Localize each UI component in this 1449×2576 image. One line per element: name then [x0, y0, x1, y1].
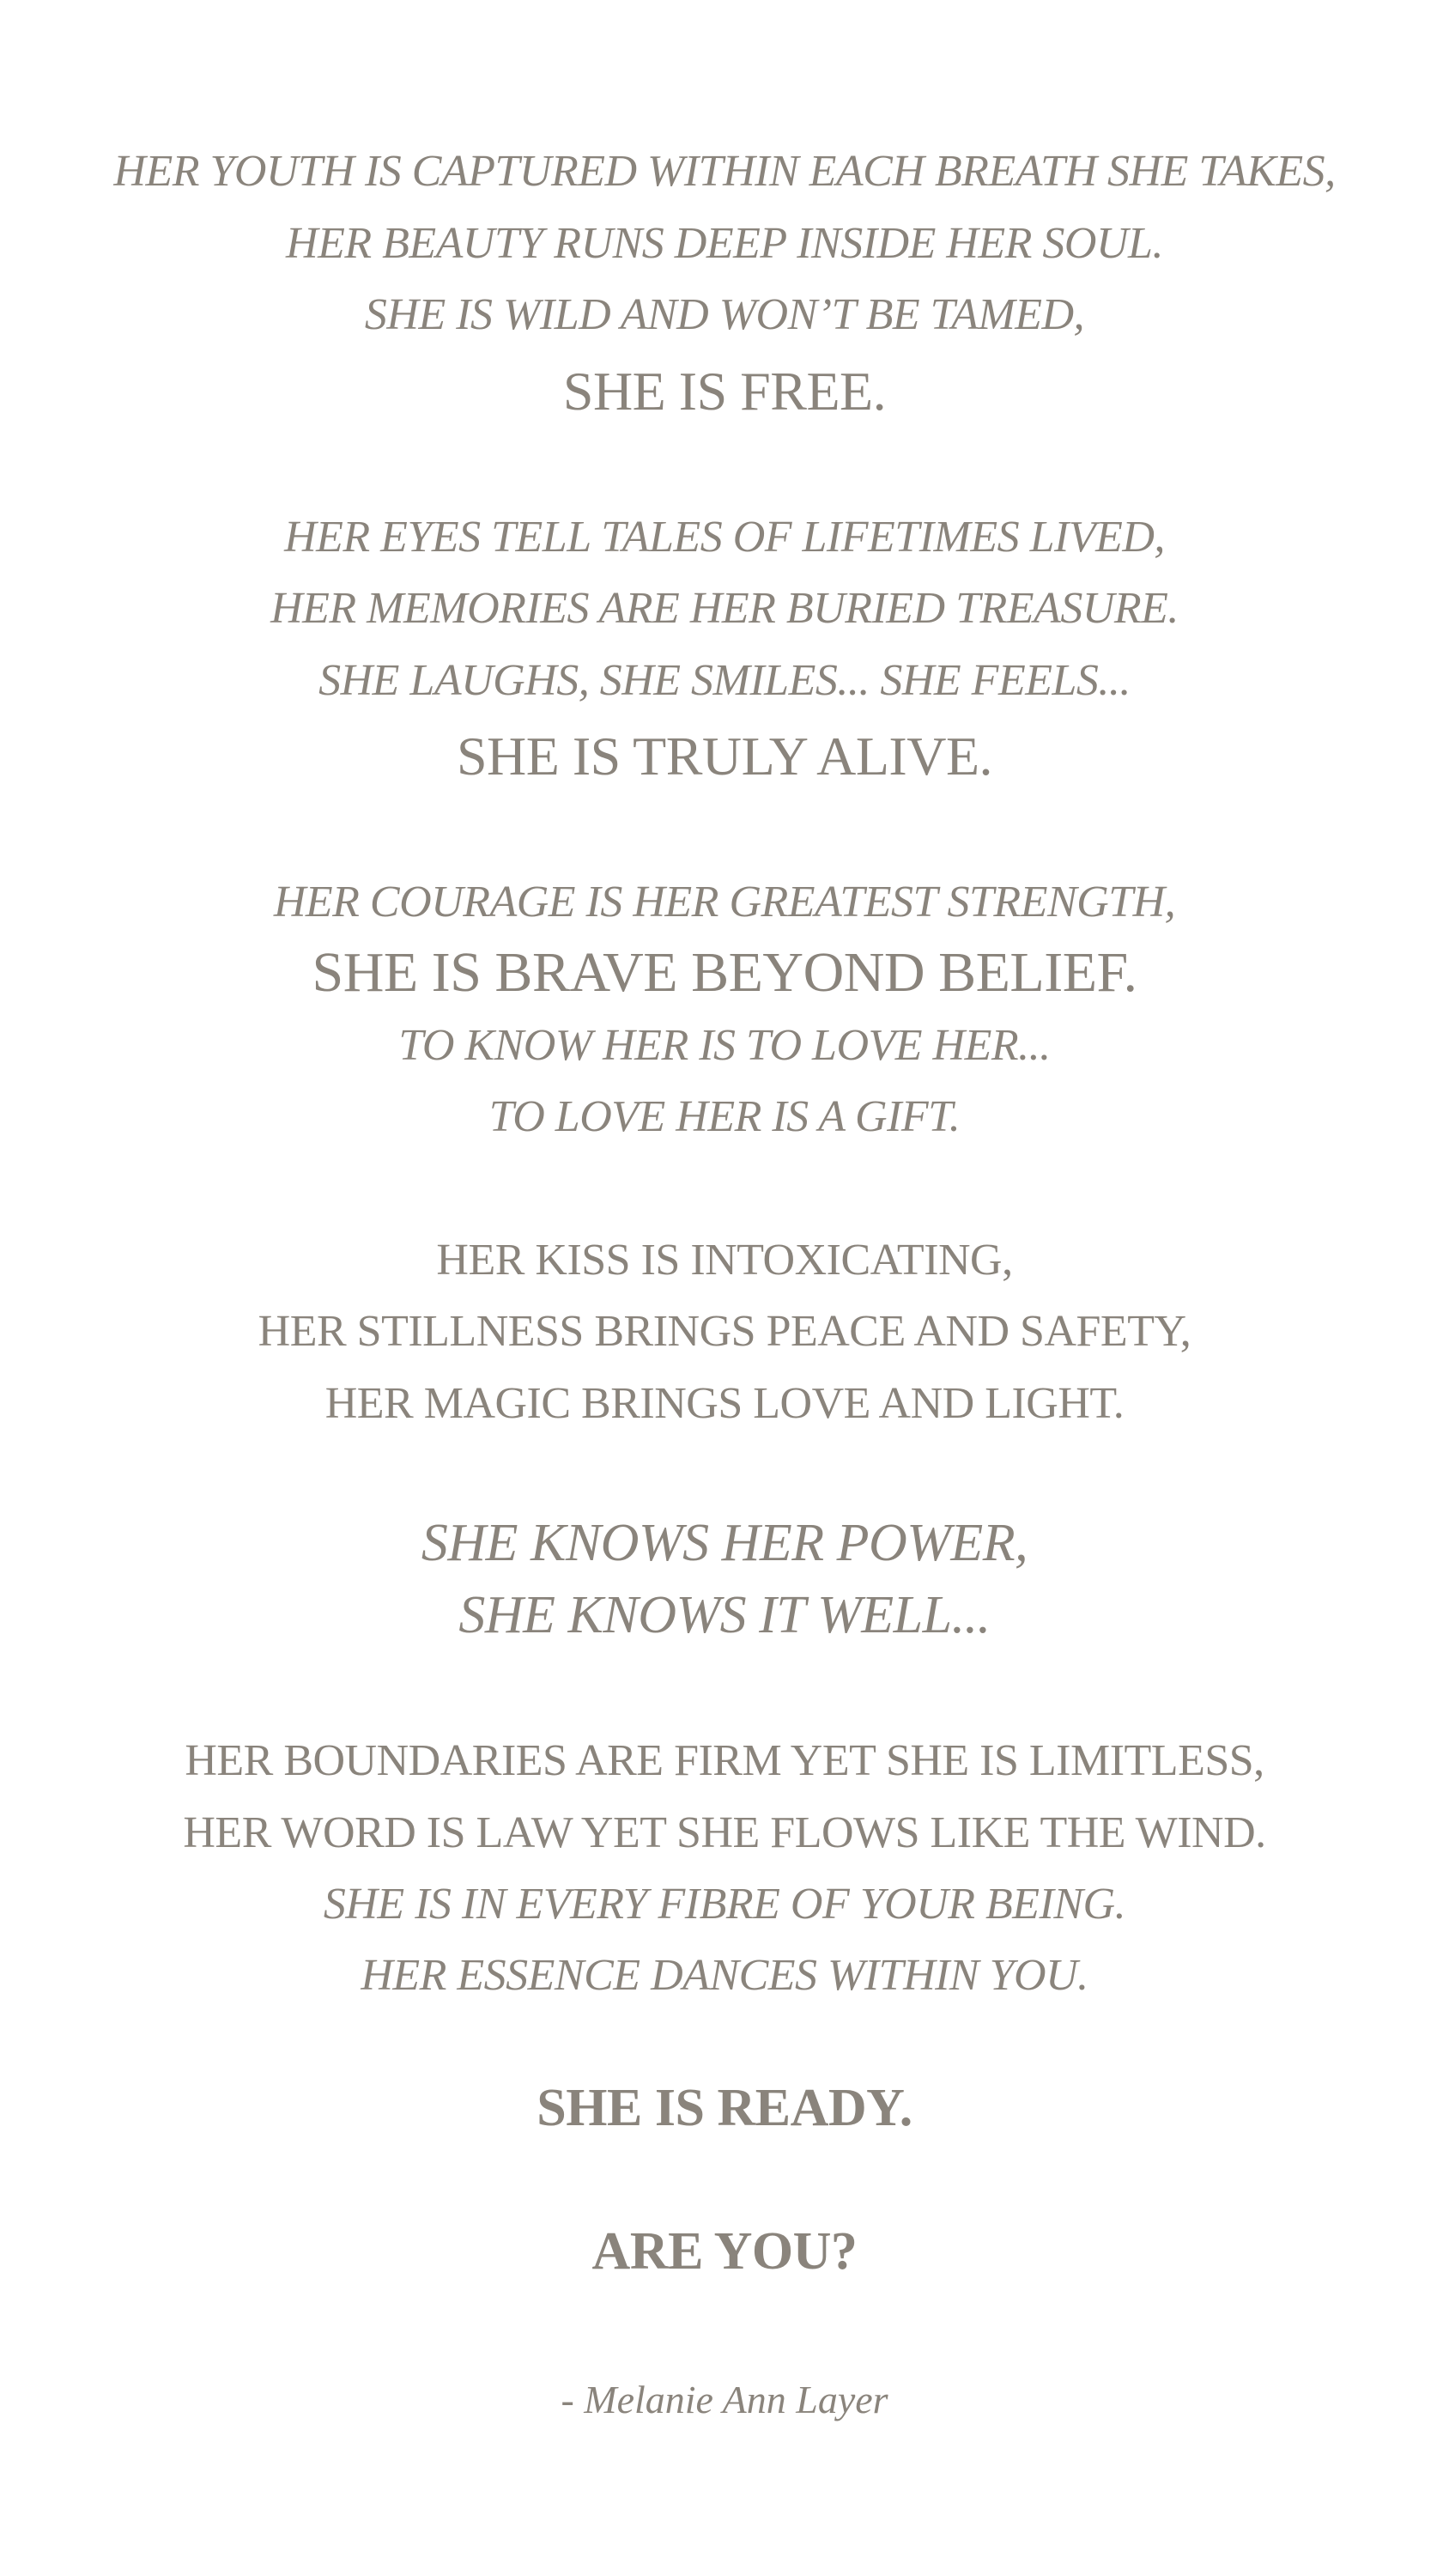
stanza3-line2: SHE IS BRAVE BEYOND BELIEF.	[312, 941, 1137, 1004]
stanza2-line1: HER EYES TELL TALES OF LIFETIMES LIVED,	[284, 513, 1165, 562]
stanza1-line3: SHE IS WILD AND WON’T BE TAMED,	[364, 290, 1085, 339]
stanza3-line1: HER COURAGE IS HER GREATEST STRENGTH,	[273, 878, 1176, 927]
stanza4-line1: HER KISS IS INTOXICATING,	[436, 1236, 1013, 1285]
stanza5-line2: SHE KNOWS IT WELL...	[458, 1586, 991, 1644]
stanza1-line4: SHE IS FREE.	[562, 361, 887, 422]
stanza6-line2: HER WORD IS LAW YET SHE FLOWS LIKE THE WIND.	[183, 1808, 1266, 1857]
stanza2-line2: HER MEMORIES ARE HER BURIED TREASURE.	[270, 584, 1179, 633]
stanza6-line1: HER BOUNDARIES ARE FIRM YET SHE IS LIMITLESS,	[185, 1736, 1264, 1785]
stanza3-line4: TO LOVE HER IS A GIFT.	[488, 1092, 961, 1141]
signature: - Melanie Ann Layer	[561, 2378, 888, 2421]
stanza2-line4: SHE IS TRULY ALIVE.	[456, 726, 993, 787]
stanza4-line3: HER MAGIC BRINGS LOVE AND LIGHT.	[324, 1379, 1125, 1428]
stanza6-line3: SHE IS IN EVERY FIBRE OF YOUR BEING.	[323, 1880, 1126, 1929]
stanza3-line3: TO KNOW HER IS TO LOVE HER...	[398, 1021, 1051, 1070]
stanza6-line4: HER ESSENCE DANCES WITHIN YOU.	[361, 1951, 1088, 2000]
stanza1-line1: HER YOUTH IS CAPTURED WITHIN EACH BREATH SHE TAKES,	[113, 147, 1336, 196]
closing-line1: SHE IS READY.	[537, 2079, 912, 2137]
stanza2-line3: SHE LAUGHS, SHE SMILES... SHE FEELS...	[318, 656, 1131, 705]
stanza5-line1: SHE KNOWS HER POWER,	[421, 1514, 1028, 1572]
stanza1-line2: HER BEAUTY RUNS DEEP INSIDE HER SOUL.	[286, 219, 1163, 268]
closing-line2: ARE YOU?	[591, 2222, 858, 2281]
stanza4-line2: HER STILLNESS BRINGS PEACE AND SAFETY,	[258, 1307, 1191, 1356]
